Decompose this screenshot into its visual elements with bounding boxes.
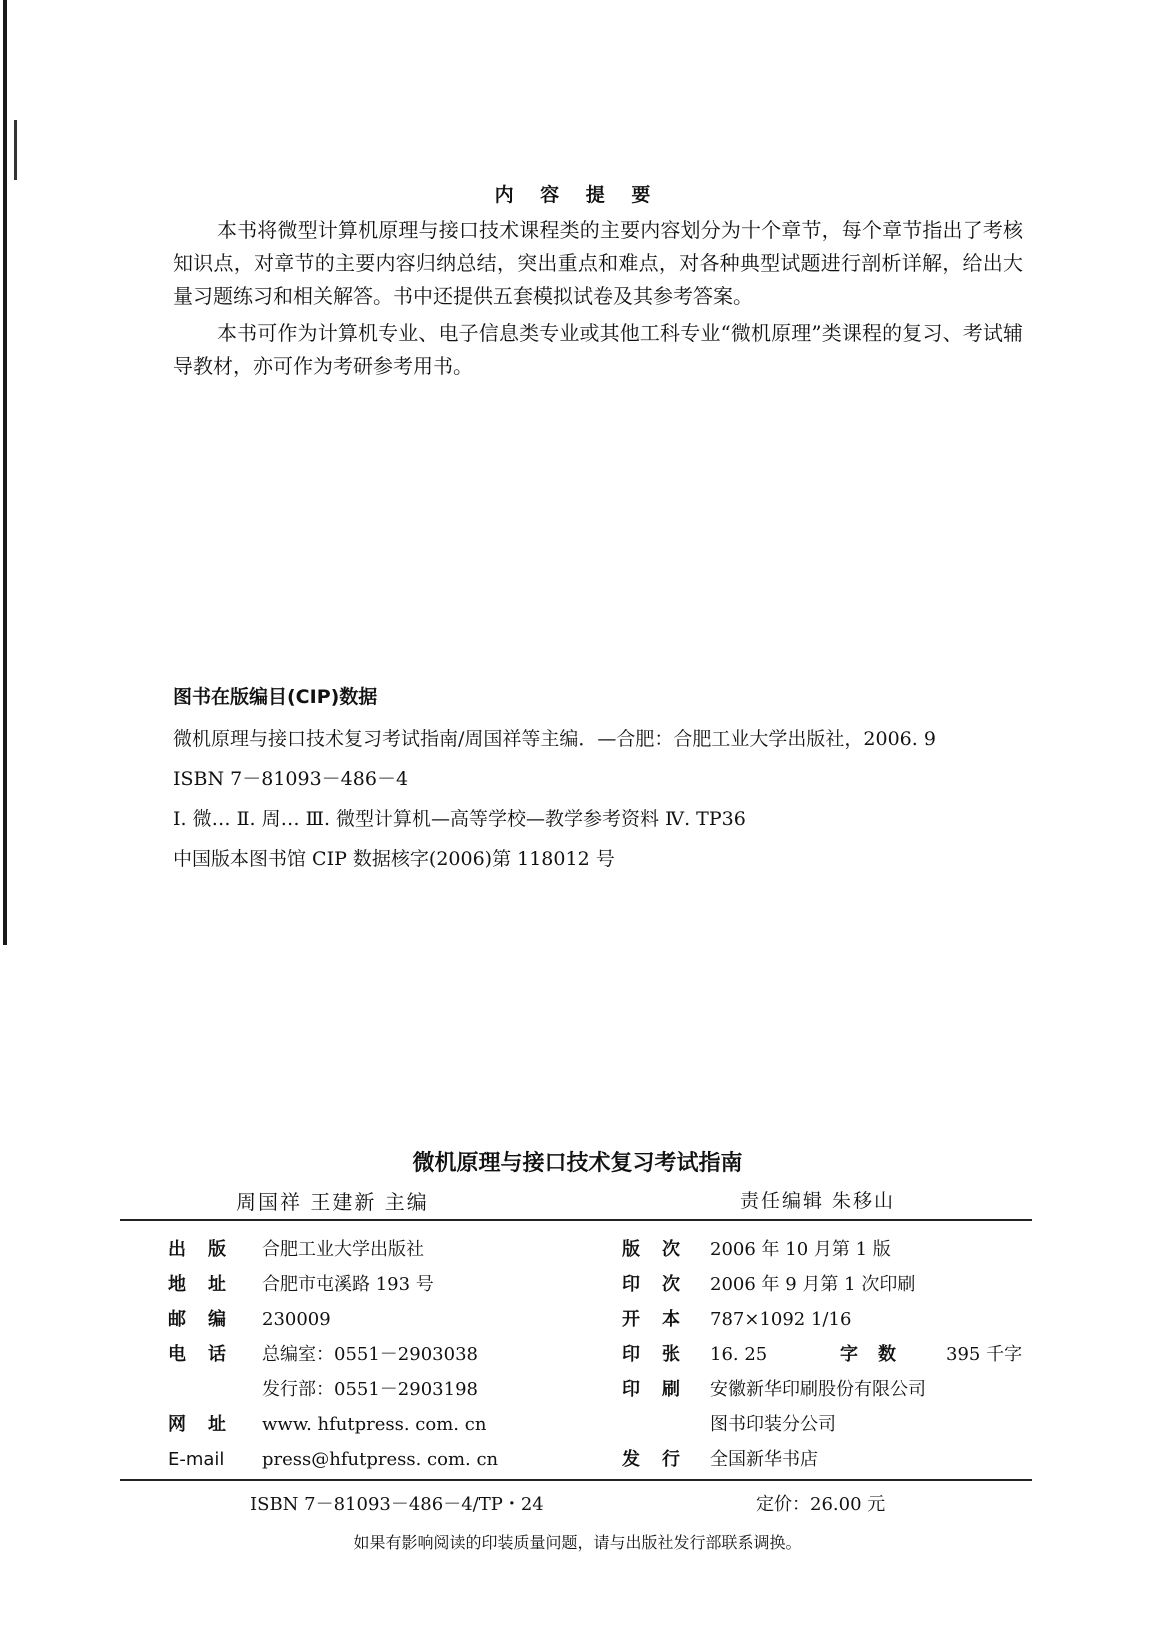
book-title: 微机原理与接口技术复习考试指南: [412, 1151, 743, 1176]
cip-isbn-line: ISBN 7－81093－486－4: [173, 768, 409, 790]
info-value: 全国新华书店: [710, 1449, 818, 1470]
cip-record-line: 微机原理与接口技术复习考试指南/周国祥等主编．—合肥：合肥工业大学出版社，2006. 9: [173, 728, 936, 750]
info-label: 印张: [622, 1344, 702, 1365]
info-label: 网址: [168, 1414, 248, 1435]
word-count-value: 395 千字: [946, 1344, 1023, 1365]
info-label: 开本: [622, 1309, 702, 1330]
summary-paragraph-1: 本书将微型计算机原理与接口技术课程类的主要内容划分为十个章节，每个章节指出了考核知识点，对章节的主要内容归纳总结，突出重点和难点，对各种典型试题进行剖析详解，给出大量习题练习和相关解答。书中还提供五套模拟试卷及其参考答案。: [173, 218, 1023, 308]
scan-edge-line: [3, 0, 7, 945]
summary-title: 内 容 提 要: [494, 184, 661, 206]
cip-section: [173, 682, 1053, 887]
cip-title: 图书在版编目(CIP)数据: [173, 686, 378, 708]
editors-line: 周国祥 王建新 主编: [236, 1190, 429, 1214]
info-value: 发行部：0551－2903198: [262, 1379, 478, 1400]
responsible-editor-line: 责任编辑 朱移山: [740, 1190, 896, 1212]
info-label: 发行: [622, 1449, 702, 1470]
bottom-divider: [120, 1479, 1032, 1481]
info-label: 电话: [168, 1344, 248, 1365]
footer-isbn: ISBN 7－81093－486－4/TP・24: [250, 1494, 544, 1515]
info-value: 图书印装分公司: [710, 1414, 836, 1435]
price-label: 定价：26.00 元: [756, 1494, 886, 1515]
info-label: 印次: [622, 1274, 702, 1295]
info-label: 印刷: [622, 1379, 702, 1400]
cip-approval-line: 中国版本图书馆 CIP 数据核字(2006)第 118012 号: [173, 848, 615, 870]
info-label: 出版: [168, 1239, 248, 1260]
info-value: 2006 年 9 月第 1 次印刷: [710, 1274, 916, 1295]
info-value: 230009: [262, 1309, 331, 1330]
info-label: 地址: [168, 1274, 248, 1295]
info-value: 2006 年 10 月第 1 版: [710, 1239, 891, 1260]
word-count-label: 字数: [840, 1344, 916, 1365]
quality-note: 如果有影响阅读的印装质量问题，请与出版社发行部联系调换。: [353, 1533, 802, 1552]
info-value: 合肥工业大学出版社: [262, 1239, 424, 1260]
info-value: 总编室：0551－2903038: [262, 1344, 478, 1365]
summary-section: [173, 214, 1023, 383]
top-divider: [120, 1219, 1032, 1221]
info-label: E-mail: [168, 1449, 225, 1470]
scan-edge-mark: [14, 120, 17, 180]
info-value: press@hfutpress. com. cn: [262, 1449, 499, 1470]
cip-classification-line: Ⅰ. 微… Ⅱ. 周… Ⅲ. 微型计算机—高等学校—教学参考资料 Ⅳ. TP36: [173, 808, 746, 830]
info-value: 安徽新华印刷股份有限公司: [710, 1379, 926, 1400]
info-value: 合肥市屯溪路 193 号: [262, 1274, 434, 1295]
info-value: 787×1092 1/16: [710, 1309, 852, 1330]
info-value: www. hfutpress. com. cn: [262, 1414, 487, 1435]
info-label: 邮编: [168, 1309, 248, 1330]
info-label: 版次: [622, 1239, 702, 1260]
summary-paragraph-2: 本书可作为计算机专业、电子信息类专业或其他工科专业“微机原理”类课程的复习、考试辅导教材，亦可作为考研参考用书。: [173, 321, 1023, 378]
info-value: 16. 25: [710, 1344, 768, 1365]
